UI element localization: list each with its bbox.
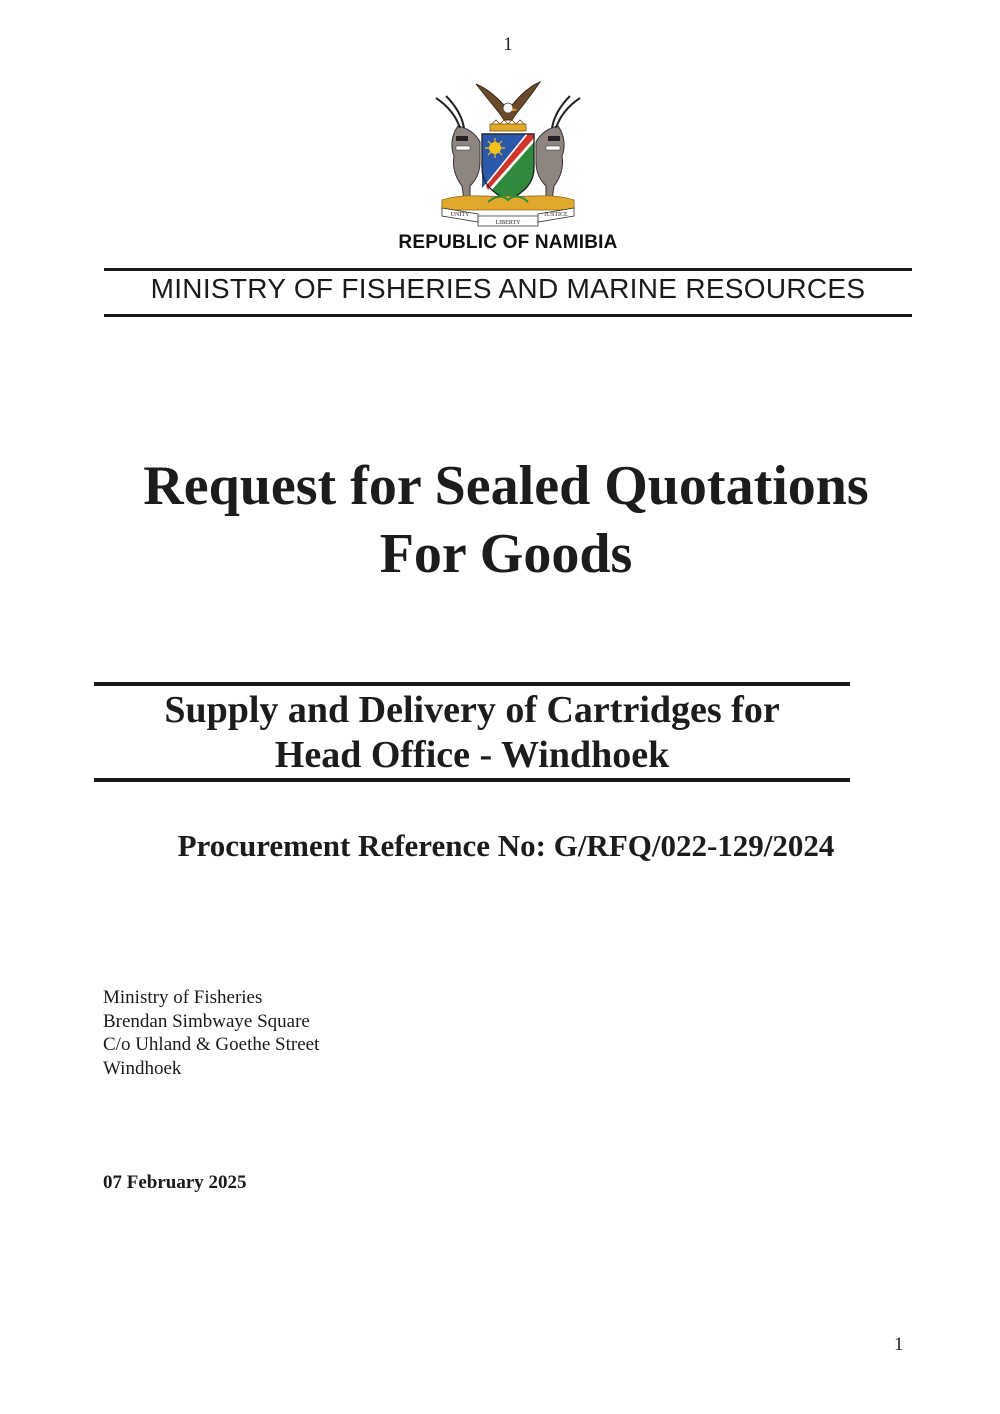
procurement-reference: Procurement Reference No: G/RFQ/022-129/2024	[177, 828, 835, 863]
page-number-bottom: 1	[894, 1334, 904, 1355]
document-subtitle-line-1: Supply and Delivery of Cartridges for	[164, 689, 780, 731]
motto-unity: UNITY	[450, 212, 470, 218]
ministry-name: MINISTRY OF FISHERIES AND MARINE RESOURCES	[150, 273, 866, 304]
address-line-4: Windhoek	[103, 1057, 182, 1079]
page-number-top: 1	[503, 34, 513, 55]
document-subtitle	[94, 688, 850, 778]
document-title	[80, 452, 932, 588]
address-block	[103, 986, 319, 1080]
header-divider-top	[104, 268, 912, 271]
document-title-line-1: Request for Sealed Quotations	[143, 455, 869, 517]
motto-liberty: LIBERTY	[495, 220, 521, 226]
motto-justice: JUSTICE	[544, 212, 568, 218]
namibia-coat-of-arms-icon	[428, 76, 588, 232]
document-date: 07 February 2025	[103, 1172, 247, 1193]
address-line-2: Brendan Simbwaye Square	[103, 1010, 310, 1032]
subtitle-divider-bottom	[94, 778, 850, 782]
address-line-1: Ministry of Fisheries	[103, 987, 263, 1008]
country-name: REPUBLIC OF NAMIBIA	[398, 232, 618, 253]
document-title-line-2: For Goods	[379, 523, 633, 585]
address-line-3: C/o Uhland & Goethe Street	[103, 1034, 320, 1055]
header-divider-bottom	[104, 314, 912, 317]
subtitle-divider-top	[94, 682, 850, 686]
document-subtitle-line-2: Head Office - Windhoek	[274, 734, 670, 776]
